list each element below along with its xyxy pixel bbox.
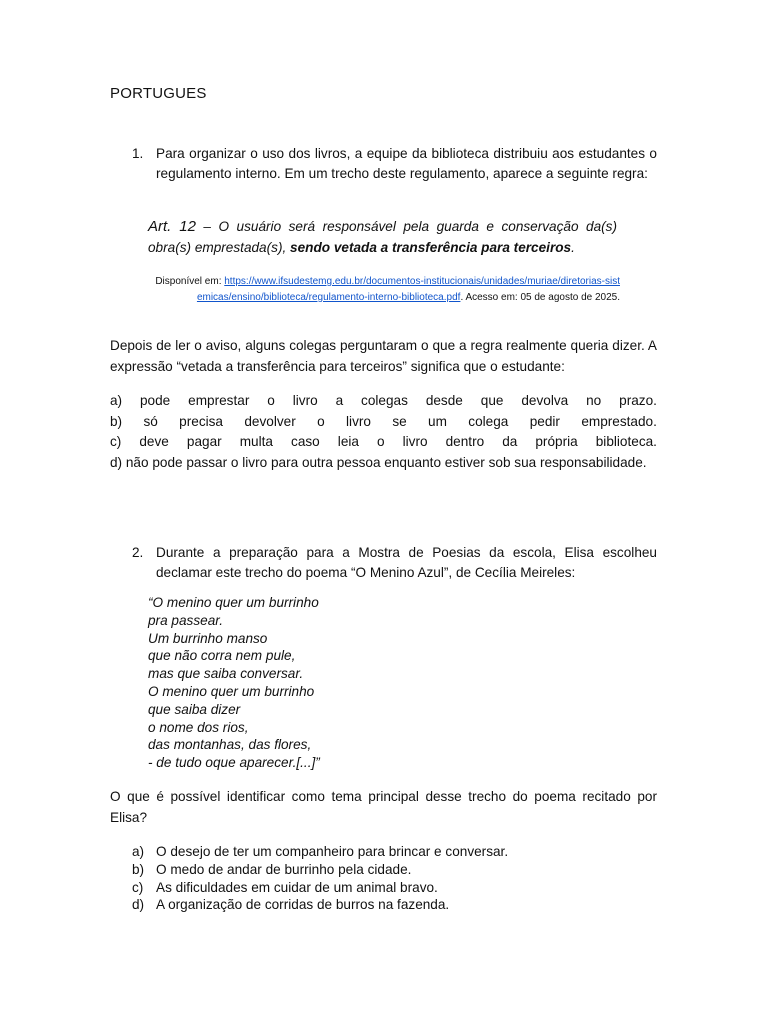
option-word: um xyxy=(428,413,447,429)
option-letter: c) xyxy=(132,879,144,895)
article-quote xyxy=(148,216,617,258)
option-word: biblioteca. xyxy=(595,434,657,449)
question-1-prompt: Depois de ler o aviso, alguns colegas perguntaram o que a regra realmente queria dizer. A expressão “vetada a transferência para terceiros” significa que o estudante: xyxy=(110,338,657,374)
poem-line: das montanhas, das flores, xyxy=(148,737,312,753)
article-text: – O usuário será responsável pela guarda e conservação da(s) obra(s) emprestada(s), xyxy=(148,219,618,255)
option-word: precisa xyxy=(179,413,223,429)
option-word: a xyxy=(335,393,344,408)
poem-excerpt xyxy=(148,594,448,772)
poem-line: - de tudo oque aparecer.[...]” xyxy=(148,755,320,771)
question-1-options xyxy=(110,391,657,473)
poem-line: o nome dos rios, xyxy=(148,719,249,735)
option-word: emprestado. xyxy=(581,413,657,429)
source-link[interactable]: https://www.ifsudestemg.edu.br/documentos-institucionais/unidades/muriae/diretorias-sistemicas/ensino/biblioteca/regulamento-interno-biblioteca.pdf xyxy=(196,276,620,303)
option-word: devolva xyxy=(521,393,569,408)
option-word: deve xyxy=(139,434,169,449)
question-number: 1. xyxy=(132,146,144,161)
article-bold-text: sendo vetada a transferência para terceiros xyxy=(290,240,572,255)
option-word: pode xyxy=(140,393,171,408)
option-word: colegas xyxy=(361,393,408,408)
poem-line: que não corra nem pule, xyxy=(148,648,296,664)
poem-line: Um burrinho manso xyxy=(148,630,268,646)
question-text: Para organizar o uso dos livros, a equipe da biblioteca distribuiu aos estudantes o regulamento interno. Em um trecho deste regulamento, aparece a seguinte regra: xyxy=(156,146,657,181)
article-label: Art. 12 xyxy=(148,218,196,235)
option-word: só xyxy=(143,413,158,429)
source-citation xyxy=(150,274,620,305)
source-suffix: . Acesso em: 05 de agosto de 2025. xyxy=(460,291,620,303)
option-word: dentro xyxy=(445,434,485,449)
option-text: A organização de corridas de burros na fazenda. xyxy=(156,897,450,913)
option-word: que xyxy=(480,393,504,408)
option-letter: a) xyxy=(132,844,145,859)
poem-line: O menino quer um burrinho xyxy=(148,683,315,699)
option-word: livro xyxy=(292,393,318,408)
option-c xyxy=(132,879,508,897)
option-word: prazo. xyxy=(619,393,657,408)
option-word: no xyxy=(586,393,602,408)
option-word: colega xyxy=(468,413,509,429)
option-word: livro xyxy=(402,434,428,449)
question-number: 2. xyxy=(132,545,144,560)
option-letter: d) xyxy=(132,897,145,913)
option-word: própria xyxy=(535,434,578,449)
option-text: O medo de andar de burrinho pela cidade. xyxy=(156,861,412,877)
option-d xyxy=(132,896,508,914)
option-word: o xyxy=(267,393,275,408)
option-d: d) não pode passar o livro para outra pessoa enquanto estiver sob sua responsabilidade. xyxy=(110,454,647,470)
option-word: da xyxy=(502,434,518,449)
question-2-options xyxy=(132,843,508,914)
option-c xyxy=(110,432,657,453)
option-word: devolver xyxy=(244,413,296,429)
poem-line: pra passear. xyxy=(148,612,224,628)
option-text: O desejo de ter um companheiro para brincar e conversar. xyxy=(156,844,509,859)
option-word: pagar xyxy=(186,434,222,449)
option-text: As dificuldades em cuidar de um animal bravo. xyxy=(156,879,438,895)
source-prefix: Disponível em: xyxy=(155,276,225,287)
option-word: desde xyxy=(425,393,463,408)
option-word: leia xyxy=(337,434,359,449)
option-word: o xyxy=(317,413,325,429)
question-text: Durante a preparação para a Mostra de Poesias da escola, Elisa escolheu declamar este trecho do poema “O Menino Azul”, de Cecília Meireles: xyxy=(156,545,657,580)
option-letter: b) xyxy=(132,861,145,877)
option-word: multa xyxy=(239,434,273,449)
option-a xyxy=(132,843,508,861)
poem-line: “O menino quer um burrinho xyxy=(148,595,319,610)
option-word: pedir xyxy=(529,413,560,429)
option-letter: c) xyxy=(110,434,122,449)
option-word: se xyxy=(392,413,407,429)
question-2-prompt: O que é possível identificar como tema principal desse trecho do poema recitado por Elisa? xyxy=(110,789,657,825)
poem-line: mas que saiba conversar. xyxy=(148,666,304,682)
option-letter: a) xyxy=(110,393,123,408)
page-title: PORTUGUES xyxy=(110,85,207,102)
option-b xyxy=(110,412,657,433)
option-a xyxy=(110,391,657,412)
option-word: livro xyxy=(346,413,371,429)
option-word: caso xyxy=(291,434,320,449)
question-1 xyxy=(110,144,657,184)
option-letter: b) xyxy=(110,413,123,429)
article-end: . xyxy=(571,240,575,255)
option-b xyxy=(132,861,508,879)
option-word: emprestar xyxy=(188,393,250,408)
question-2 xyxy=(110,543,657,583)
option-word: o xyxy=(377,434,385,449)
poem-line: que saiba dizer xyxy=(148,701,241,717)
